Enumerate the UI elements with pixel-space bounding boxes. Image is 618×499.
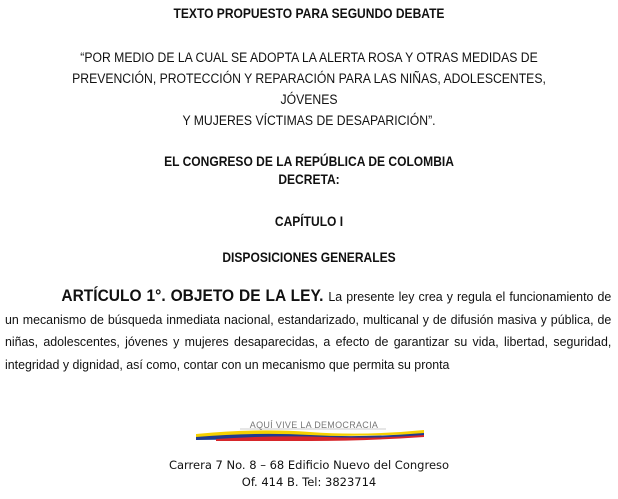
article-title: ARTÍCULO 1°. OBJETO DE LA LEY. <box>61 287 329 305</box>
issuer-block <box>0 152 618 188</box>
chapter-title: DISPOSICIONES GENERALES <box>222 249 396 265</box>
article-1 <box>5 285 611 376</box>
footer-address: Carrera 7 No. 8 – 68 Edificio Nuevo del Congreso <box>168 458 450 472</box>
footer-contact: Of. 414 B. Tel: 3823714 <box>241 475 377 489</box>
law-title-line: PREVENCIÓN, PROTECCIÓN Y REPARACIÓN PARA LAS NIÑAS, ADOLESCENTES, JÓVENES <box>72 71 546 108</box>
logo-text: AQUÍ VIVE LA DEMOCRACIA <box>249 420 379 430</box>
law-title-line: Y MUJERES VÍCTIMAS DE DESAPARICIÓN”. <box>182 113 436 129</box>
issuer: EL CONGRESO DE LA REPÚBLICA DE COLOMBIA <box>164 153 454 169</box>
document-heading: TEXTO PROPUESTO PARA SEGUNDO DEBATE <box>173 5 445 21</box>
decree-label: DECRETA: <box>278 171 340 187</box>
law-title <box>10 48 608 132</box>
chapter-heading: CAPÍTULO I <box>274 213 344 229</box>
law-title-line: “POR MEDIO DE LA CUAL SE ADOPTA LA ALERTA ROSA Y OTRAS MEDIDAS DE <box>80 50 538 66</box>
article-text: La presente ley crea y regula el funcionamiento de un mecanismo de búsqueda inmediata nacional, estandarizado, multicanal y de difusión masiva y pública, de niñas, adolescentes, jóvenes y mujeres desaparecidas, a efecto de garantizar su vida, libertad, seguridad, integridad y dignidad, así como, contar con un mecanismo que permita su pronta <box>5 289 612 372</box>
